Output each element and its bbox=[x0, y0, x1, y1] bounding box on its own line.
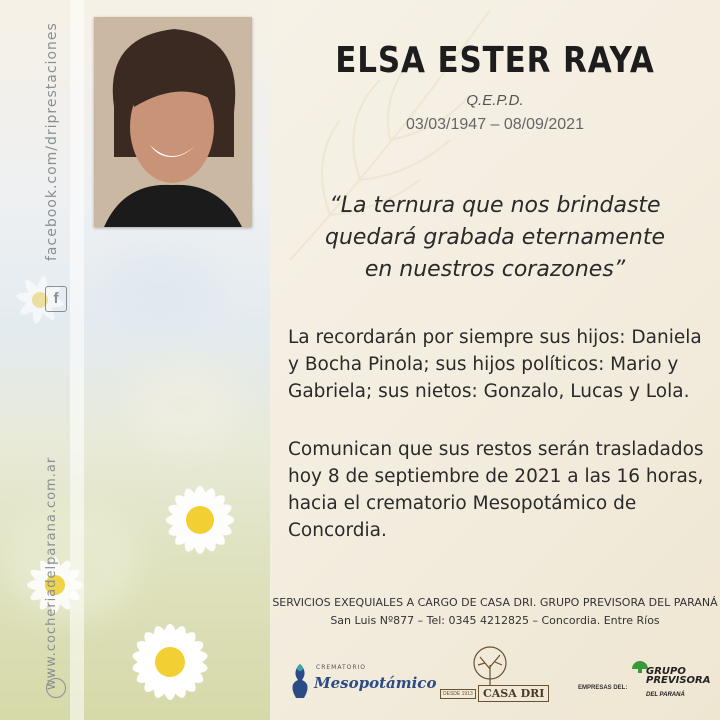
family-paragraph: La recordarán por siempre sus hijos: Daniela y Bocha Pinola; sus hijos políticos: Mario y Gabriela; sus nietos: Gonzalo, Lucas y Lola. bbox=[288, 327, 702, 402]
life-dates: 03/03/1947 – 08/09/2021 bbox=[406, 116, 584, 133]
facebook-icon[interactable]: f bbox=[45, 286, 67, 312]
tree-icon bbox=[440, 645, 550, 687]
deceased-name: ELSA ESTER RAYA bbox=[335, 40, 655, 81]
service-paragraph: Comunican que sus restos serán trasladados hoy 8 de septiembre de 2021 a las 16 horas, hacia el crematorio Mesopotámico de Concordia. bbox=[288, 439, 704, 541]
website-link[interactable]: www.cocheriadelparana.com.ar bbox=[44, 456, 59, 690]
grupo-subline: DEL PARANÁ bbox=[646, 692, 685, 698]
mesopotamico-label: Mesopotámico bbox=[314, 674, 437, 692]
crematorio-logo bbox=[286, 660, 437, 702]
flame-person-icon bbox=[286, 660, 314, 700]
casa-dri-label: CASA DRI bbox=[478, 685, 549, 702]
empresas-label: EMPRESAS DEL: bbox=[578, 685, 628, 691]
facebook-handle[interactable]: facebook.com/driprestaciones bbox=[44, 22, 60, 261]
daisy-flower-icon bbox=[130, 460, 270, 580]
portrait-photo bbox=[94, 17, 252, 227]
daisy-flower-icon bbox=[95, 600, 245, 720]
memorial-quote bbox=[290, 190, 700, 286]
services-line: SERVICIOS EXEQUIALES A CARGO DE CASA DRI. GRUPO PREVISORA DEL PARANÁ bbox=[272, 596, 718, 609]
grupo-line: GRUPO bbox=[646, 666, 686, 677]
quote-line: en nuestros corazones” bbox=[364, 257, 626, 282]
divider-strip bbox=[70, 0, 84, 720]
casa-dri-logo bbox=[440, 645, 550, 705]
quote-line: quedará grabada eternamente bbox=[324, 225, 666, 250]
globe-icon bbox=[46, 678, 66, 698]
quote-line: “La ternura que nos brindaste bbox=[329, 193, 661, 218]
grupo-previsora-logo bbox=[628, 655, 718, 703]
grupo-line: PREVISORA bbox=[646, 675, 711, 686]
dri-since-label: DESDE 1913 bbox=[440, 689, 476, 699]
crematorio-label: CREMATORIO bbox=[316, 664, 367, 671]
qepd-label: Q.E.P.D. bbox=[466, 92, 524, 109]
grupo-text bbox=[646, 667, 710, 685]
address-line: San Luis Nº877 – Tel: 0345 4212825 – Concordia. Entre Ríos bbox=[330, 614, 660, 627]
